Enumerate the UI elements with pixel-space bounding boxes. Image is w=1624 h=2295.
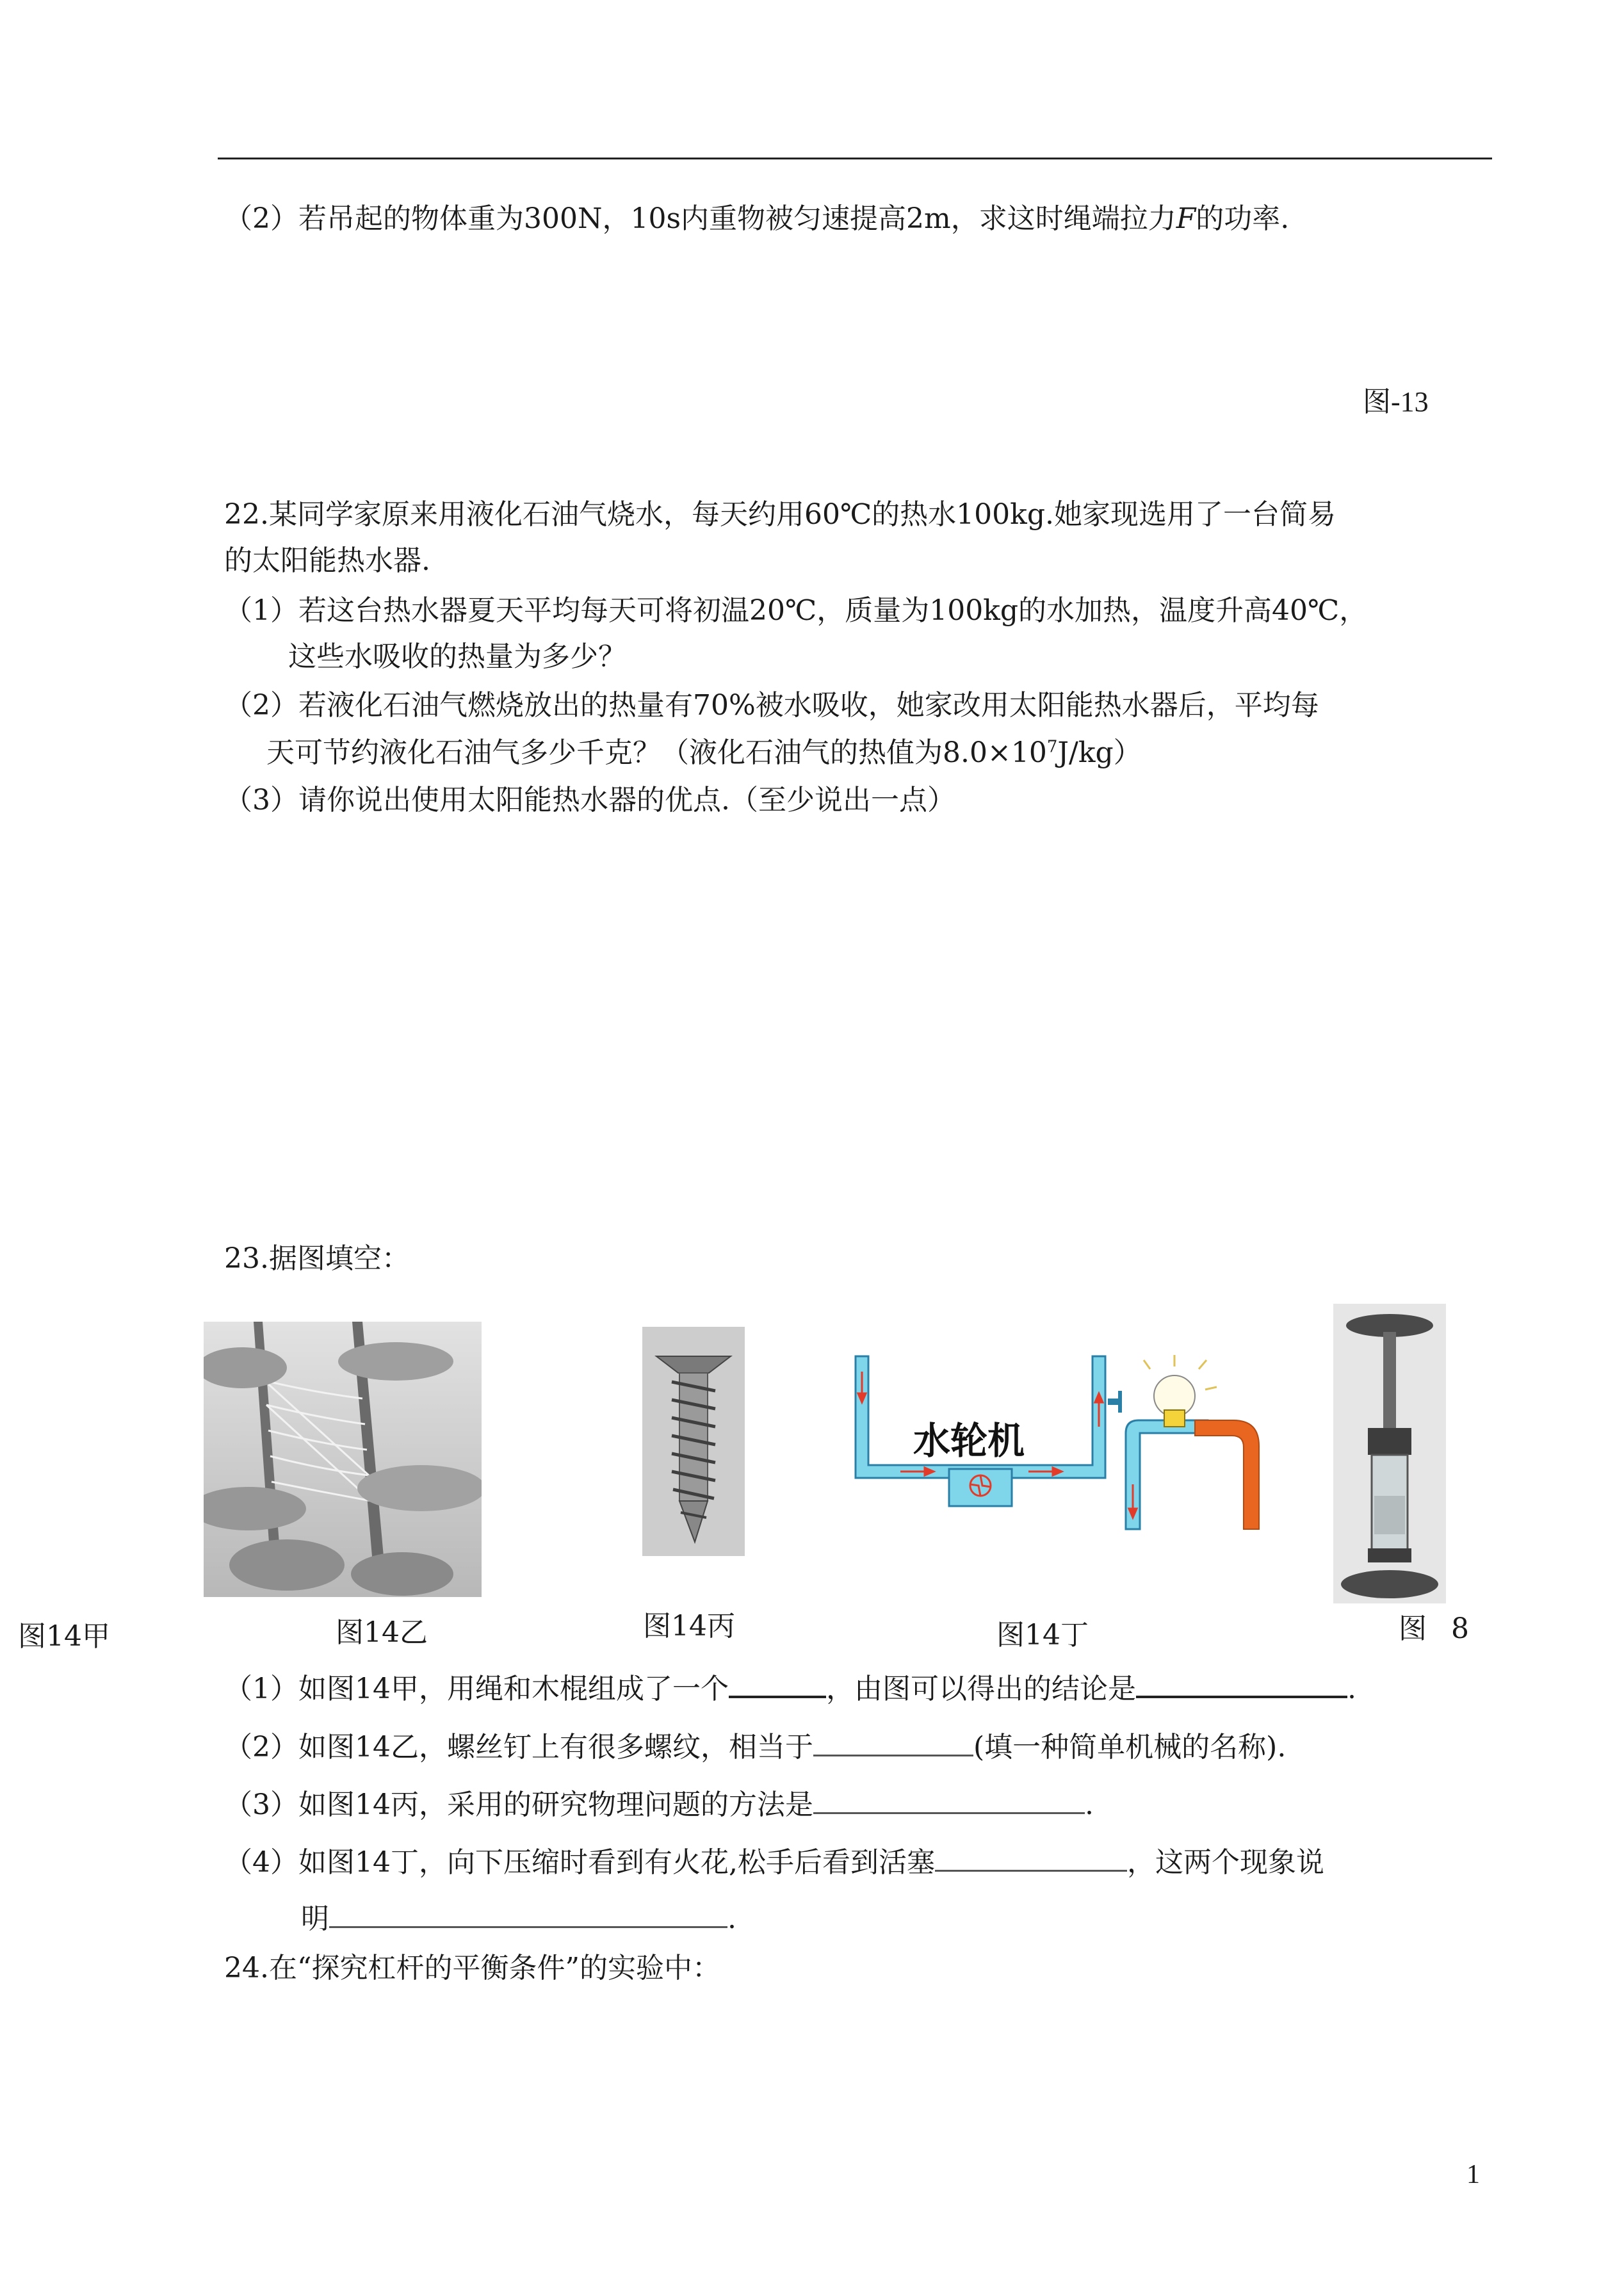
fig14-yi-screw	[642, 1327, 745, 1556]
answer-blank-4[interactable]	[813, 1784, 1085, 1814]
caption-fig14-yi: 图14乙	[336, 1616, 428, 1649]
q23-part1	[224, 1667, 1356, 1708]
q23-part2	[224, 1726, 1286, 1767]
rope-and-sticks-image	[204, 1322, 482, 1597]
q22-part2-b-post: J/kg）	[1057, 736, 1142, 769]
fire-syringe-image	[1333, 1304, 1446, 1603]
q22-part2-b	[266, 734, 1142, 772]
q21-force-var: F	[1176, 202, 1196, 235]
q22-part3: （3）请你说出使用太阳能热水器的优点.（至少说出一点）	[224, 784, 955, 816]
caption-fig14-bing: 图14丙	[643, 1610, 735, 1642]
q23-p4-d: .	[727, 1902, 736, 1935]
q23-p3-a: （3）如图14丙，采用的研究物理问题的方法是	[224, 1788, 813, 1821]
q22-exponent: 7	[1046, 737, 1058, 757]
turbine-label: 水轮机	[913, 1419, 1025, 1463]
caption-fig14-ding: 图14丁	[996, 1619, 1089, 1651]
q23-part4-b	[301, 1898, 736, 1938]
answer-blank-5[interactable]	[935, 1842, 1127, 1872]
header-rule	[218, 158, 1492, 159]
q23-p3-b: .	[1084, 1788, 1094, 1821]
q23-p2-b: (填一种简单机械的名称).	[973, 1731, 1287, 1764]
q23-p1-a: （1）如图14甲，用绳和木棍组成了一个	[224, 1673, 729, 1705]
q23-title: 23.据图填空：	[224, 1242, 410, 1275]
q21-part2	[224, 200, 1289, 238]
q21-part2-end: 的功率.	[1196, 202, 1290, 235]
q22-part1-b: 这些水吸收的热量为多少？	[288, 640, 626, 673]
caption-fig14-jia: 图14甲	[18, 1620, 110, 1653]
q23-p1-c: .	[1347, 1673, 1356, 1705]
q23-p1-b: ，由图可以得出的结论是	[825, 1673, 1136, 1705]
q23-part4-a	[224, 1842, 1324, 1882]
q22-part1-a: （1）若这台热水器夏天平均每天可将初温20℃，质量为100kg的水加热，温度升高40℃，	[224, 594, 1368, 627]
q21-part2-text: （2）若吊起的物体重为300N，10s内重物被匀速提高2m，求这时绳端拉力	[224, 202, 1176, 235]
caption-fig8: 图 8	[1399, 1612, 1469, 1645]
fig8-fire-syringe	[1333, 1304, 1446, 1603]
answer-blank-2[interactable]	[1136, 1667, 1347, 1698]
q24-title: 24.在“探究杠杆的平衡条件”的实验中：	[224, 1952, 720, 1984]
q22-part2-a: （2）若液化石油气燃烧放出的热量有70%被水吸收，她家改用太阳能热水器后，平均每	[224, 689, 1319, 722]
fig13-caption: 图-13	[1363, 386, 1429, 418]
q22-part2-b-pre: 天可节约液化石油气多少千克？（液化石油气的热值为8.0×10	[266, 736, 1047, 769]
q23-part3	[224, 1784, 1094, 1824]
water-turbine-diagram	[849, 1343, 1272, 1536]
q23-p2-a: （2）如图14乙，螺丝钉上有很多螺纹，相当于	[224, 1731, 813, 1764]
answer-blank-3[interactable]	[813, 1726, 973, 1756]
page-number: 1	[1466, 2160, 1480, 2189]
q23-p4-a: （4）如图14丁，向下压缩时看到有火花,松手后看到活塞	[224, 1846, 935, 1879]
q23-p4-c: 明	[301, 1902, 329, 1935]
answer-blank-6[interactable]	[329, 1898, 727, 1928]
q23-p4-b: ，这两个现象说	[1126, 1846, 1324, 1879]
q22-line2: 的太阳能热水器.	[224, 544, 430, 577]
answer-blank-1[interactable]	[729, 1667, 826, 1698]
q22-line1: 22.某同学家原来用液化石油气烧水，每天约用60℃的热水100kg.她家现选用了一台简易	[224, 498, 1336, 531]
screw-image	[642, 1327, 745, 1556]
fig14-jia-photo	[204, 1322, 482, 1597]
fig14-bing-turbine	[849, 1343, 1272, 1536]
